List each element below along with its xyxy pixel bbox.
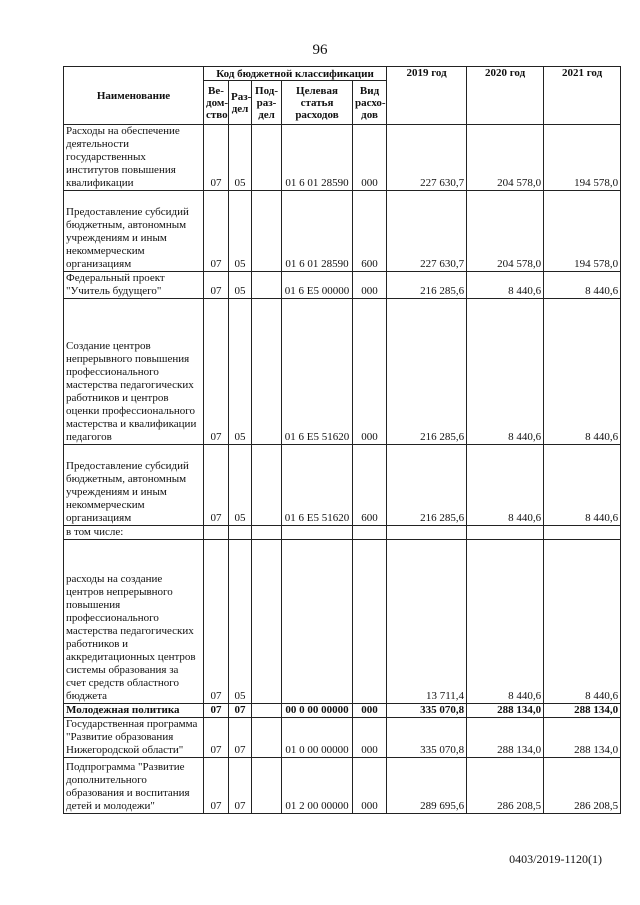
row-2020-cell: 8 440,6 (467, 299, 544, 445)
header-razdel: Раз-дел (229, 81, 252, 125)
row-vid-cell: 000 (353, 299, 387, 445)
page-number: 96 (312, 42, 328, 58)
row-vid-cell: 600 (353, 445, 387, 526)
table-row (64, 272, 621, 299)
row-podrazdel-cell (252, 718, 282, 758)
row-razdel-cell: 05 (229, 299, 252, 445)
row-target-cell: 01 6 01 28590 (282, 125, 353, 191)
table-row (64, 718, 621, 758)
row-2020-cell: 8 440,6 (467, 540, 544, 704)
header-code-group: Код бюджетной классификации (204, 67, 387, 81)
row-razdel-cell: 05 (229, 445, 252, 526)
row-2021-cell: 8 440,6 (544, 299, 621, 445)
row-target-cell: 01 6 01 28590 (282, 191, 353, 272)
row-name-cell: Создание центров непрерывного повышения профессионального мастерства педагогических работников и центров оценки профессионального мастерства и квалификации педагогов (64, 299, 204, 445)
row-name-cell: Федеральный проект "Учитель будущего" (64, 272, 204, 299)
row-name-cell: в том числе: (64, 526, 204, 540)
row-2019-cell: 227 630,7 (387, 125, 467, 191)
row-vid-cell: 000 (353, 125, 387, 191)
row-2019-cell: 335 070,8 (387, 704, 467, 718)
row-razdel-cell: 07 (229, 704, 252, 718)
row-2019-cell: 335 070,8 (387, 718, 467, 758)
table-row (64, 191, 621, 272)
header-name: Наименование (64, 67, 204, 125)
row-vid-cell: 600 (353, 191, 387, 272)
table-row (64, 125, 621, 191)
header-vid: Вид расхо-дов (353, 81, 387, 125)
row-razdel-cell: 07 (229, 718, 252, 758)
row-vid-cell: 000 (353, 758, 387, 814)
row-podrazdel-cell (252, 272, 282, 299)
row-razdel-cell: 05 (229, 540, 252, 704)
row-2020-cell: 286 208,5 (467, 758, 544, 814)
row-podrazdel-cell (252, 125, 282, 191)
row-target-cell (282, 526, 353, 540)
row-2021-cell: 288 134,0 (544, 718, 621, 758)
row-podrazdel-cell (252, 758, 282, 814)
row-name-cell: расходы на создание центров непрерывного повышения профессионального мастерства педагогических работников и аккредитационных центров системы образования за счет средств областного бюджета (64, 540, 204, 704)
row-name-cell: Молодежная политика (64, 704, 204, 718)
header-2021: 2021 год (544, 67, 621, 125)
document-code: 0403/2019-1120(1) (509, 852, 602, 866)
row-2019-cell: 216 285,6 (387, 445, 467, 526)
row-2021-cell: 8 440,6 (544, 445, 621, 526)
row-name-cell: Предоставление субсидий бюджетным, автономным учреждениям и иным некоммерческим организациям (64, 191, 204, 272)
row-target-cell: 01 6 E5 00000 (282, 272, 353, 299)
table-row (64, 704, 621, 718)
row-2021-cell: 194 578,0 (544, 191, 621, 272)
row-razdel-cell: 07 (229, 758, 252, 814)
row-podrazdel-cell (252, 191, 282, 272)
row-2021-cell: 8 440,6 (544, 540, 621, 704)
row-target-cell (282, 540, 353, 704)
row-2019-cell (387, 526, 467, 540)
row-podrazdel-cell (252, 299, 282, 445)
row-vedomstvo-cell: 07 (204, 718, 229, 758)
row-vedomstvo-cell (204, 526, 229, 540)
row-2019-cell: 227 630,7 (387, 191, 467, 272)
row-target-cell: 01 6 E5 51620 (282, 445, 353, 526)
table-row (64, 299, 621, 445)
row-2019-cell: 13 711,4 (387, 540, 467, 704)
row-vid-cell: 000 (353, 272, 387, 299)
row-2021-cell: 286 208,5 (544, 758, 621, 814)
row-name-cell: Расходы на обеспечение деятельности государственных институтов повышения квалификации (64, 125, 204, 191)
row-vedomstvo-cell: 07 (204, 758, 229, 814)
row-2021-cell (544, 526, 621, 540)
row-2021-cell: 194 578,0 (544, 125, 621, 191)
row-vid-cell (353, 526, 387, 540)
table-row (64, 540, 621, 704)
row-2020-cell: 204 578,0 (467, 191, 544, 272)
row-vedomstvo-cell: 07 (204, 704, 229, 718)
row-vedomstvo-cell: 07 (204, 272, 229, 299)
row-vid-cell: 000 (353, 704, 387, 718)
row-target-cell: 01 2 00 00000 (282, 758, 353, 814)
row-2020-cell: 288 134,0 (467, 704, 544, 718)
row-2020-cell: 288 134,0 (467, 718, 544, 758)
row-target-cell: 01 6 E5 51620 (282, 299, 353, 445)
row-name-cell: Государственная программа "Развитие образования Нижегородской области" (64, 718, 204, 758)
row-2020-cell: 8 440,6 (467, 272, 544, 299)
row-2020-cell: 8 440,6 (467, 445, 544, 526)
budget-table (63, 66, 621, 814)
row-razdel-cell (229, 526, 252, 540)
row-2019-cell: 216 285,6 (387, 272, 467, 299)
row-target-cell: 01 0 00 00000 (282, 718, 353, 758)
row-vedomstvo-cell: 07 (204, 125, 229, 191)
row-name-cell: Подпрограмма "Развитие дополнительного образования и воспитания детей и молодежи" (64, 758, 204, 814)
row-vedomstvo-cell: 07 (204, 540, 229, 704)
header-2020: 2020 год (467, 67, 544, 125)
row-razdel-cell: 05 (229, 272, 252, 299)
row-vid-cell: 000 (353, 718, 387, 758)
header-podrazdel: Под-раз-дел (252, 81, 282, 125)
row-razdel-cell: 05 (229, 191, 252, 272)
row-2021-cell: 288 134,0 (544, 704, 621, 718)
row-2019-cell: 289 695,6 (387, 758, 467, 814)
table-row (64, 758, 621, 814)
row-2021-cell: 8 440,6 (544, 272, 621, 299)
row-podrazdel-cell (252, 526, 282, 540)
row-2020-cell: 204 578,0 (467, 125, 544, 191)
header-2019: 2019 год (387, 67, 467, 125)
row-podrazdel-cell (252, 445, 282, 526)
row-vedomstvo-cell: 07 (204, 191, 229, 272)
row-podrazdel-cell (252, 540, 282, 704)
row-podrazdel-cell (252, 704, 282, 718)
table-row (64, 526, 621, 540)
row-name-cell: Предоставление субсидий бюджетным, автономным учреждениям и иным некоммерческим организациям (64, 445, 204, 526)
row-2019-cell: 216 285,6 (387, 299, 467, 445)
row-target-cell: 00 0 00 00000 (282, 704, 353, 718)
row-2020-cell (467, 526, 544, 540)
header-vedomstvo: Ве-дом-ство (204, 81, 229, 125)
row-vid-cell (353, 540, 387, 704)
row-vedomstvo-cell: 07 (204, 299, 229, 445)
row-vedomstvo-cell: 07 (204, 445, 229, 526)
row-razdel-cell: 05 (229, 125, 252, 191)
table-row (64, 445, 621, 526)
header-tselevaya: Целевая статья расходов (282, 81, 353, 125)
